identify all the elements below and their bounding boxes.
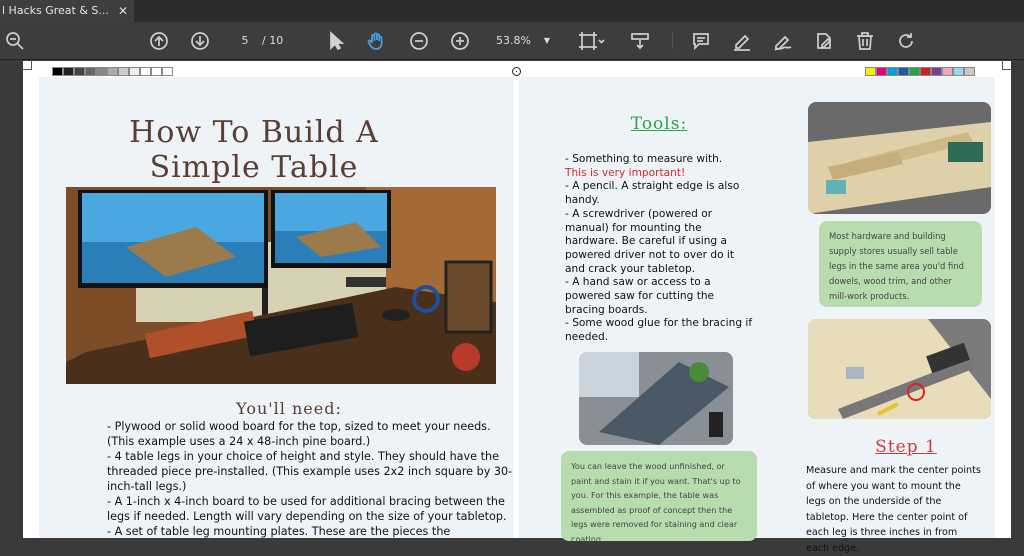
- scroll-mode-icon[interactable]: [628, 29, 652, 53]
- zoom-out-icon[interactable]: [3, 29, 27, 53]
- comment-icon[interactable]: [689, 29, 713, 53]
- tabletop-photo: [579, 352, 733, 445]
- hand-tool-icon[interactable]: [364, 29, 388, 53]
- toolbar: [0, 22, 1024, 60]
- list-item: - A hand saw or access to a powered saw for cutting the bracing boards.: [565, 276, 715, 316]
- needs-heading: You'll need:: [236, 399, 342, 418]
- list-item: - A pencil. A straight edge is also handy.: [565, 180, 740, 207]
- fit-page-icon[interactable]: [576, 29, 608, 53]
- needs-list: [107, 419, 517, 539]
- close-icon[interactable]: ✕: [117, 4, 128, 18]
- desk-setup-photo: [66, 187, 496, 384]
- color-bar: [865, 67, 975, 76]
- edit-icon[interactable]: [812, 29, 836, 53]
- tools-list: [565, 153, 755, 345]
- zoom-select[interactable]: [490, 31, 556, 51]
- zoom-value: 53.8%: [496, 34, 531, 47]
- step-heading: Step 1: [875, 437, 937, 457]
- list-item: - A 1-inch x 4-inch board to be used for additional bracing between the legs if needed. Length will vary depending on the size of your tabletop.: [107, 495, 507, 523]
- page-title: How To Build A Simple Table: [129, 115, 379, 185]
- list-item: - Some wood glue for the bracing if needed.: [565, 317, 753, 344]
- highlight-icon[interactable]: [730, 29, 754, 53]
- page-number-input[interactable]: 5: [241, 34, 249, 47]
- step-instructions: Measure and mark the center points of where you want to mount the legs on the underside of the tabletop. Here the center point of each leg is three inches in from each edge.: [806, 465, 981, 554]
- pdf-page-spread[interactable]: [23, 61, 1011, 554]
- finish-tip-note: You can leave the wood unfinished, or paint and stain it if you want. That's up to you. For this example, the table was assembled as proof of concept then the legs were removed for staining and clear coating.: [561, 451, 757, 541]
- list-item: - A screwdriver (powered or manual) for mounting the hardware. Be careful if using a powered driver not to over do it and crack your tabletop.: [565, 207, 735, 275]
- right-page: [519, 77, 995, 554]
- list-item: - Plywood or solid wood board for the top, sized to meet your needs. (This example uses a 24 x 48-inch pine board.): [107, 420, 491, 448]
- registration-mark-icon: [512, 67, 521, 76]
- hardware-tip-note: Most hardware and building supply stores usually sell table legs in the same area you'd find dowels, wood trim, and other mill-work products.: [819, 221, 982, 307]
- tab-title: l Hacks Great & S...: [2, 4, 109, 17]
- list-item: - A set of table leg mounting plates. These are the pieces the: [107, 525, 451, 538]
- page-up-icon[interactable]: [147, 29, 171, 53]
- wood-boards-photo: [808, 102, 991, 214]
- warning-text: This is very important!: [565, 166, 686, 179]
- list-item: - Something to measure with.: [565, 153, 723, 165]
- tab-bar: [0, 0, 1024, 22]
- left-page: [39, 77, 514, 538]
- tools-heading: Tools:: [630, 114, 688, 134]
- grayscale-bar: [52, 67, 173, 76]
- measuring-photo: [808, 319, 991, 419]
- sign-icon[interactable]: [771, 29, 795, 53]
- toolbar-divider: [672, 33, 673, 49]
- page-down-icon[interactable]: [188, 29, 212, 53]
- list-item: - 4 table legs in your choice of height and style. They should have the threaded piece pre-installed. (This example uses 2x2 inch square by 30-inch-tall legs.): [107, 450, 513, 493]
- page-total: / 10: [262, 34, 284, 47]
- crop-mark: [1002, 60, 1012, 70]
- crop-mark: [22, 60, 32, 70]
- select-arrow-icon[interactable]: [324, 29, 348, 53]
- zoom-plus-icon[interactable]: [448, 29, 472, 53]
- rotate-icon[interactable]: [894, 29, 918, 53]
- chevron-down-icon: ▼: [543, 36, 550, 45]
- delete-icon[interactable]: [853, 29, 877, 53]
- zoom-minus-icon[interactable]: [407, 29, 431, 53]
- document-tab[interactable]: [0, 0, 134, 22]
